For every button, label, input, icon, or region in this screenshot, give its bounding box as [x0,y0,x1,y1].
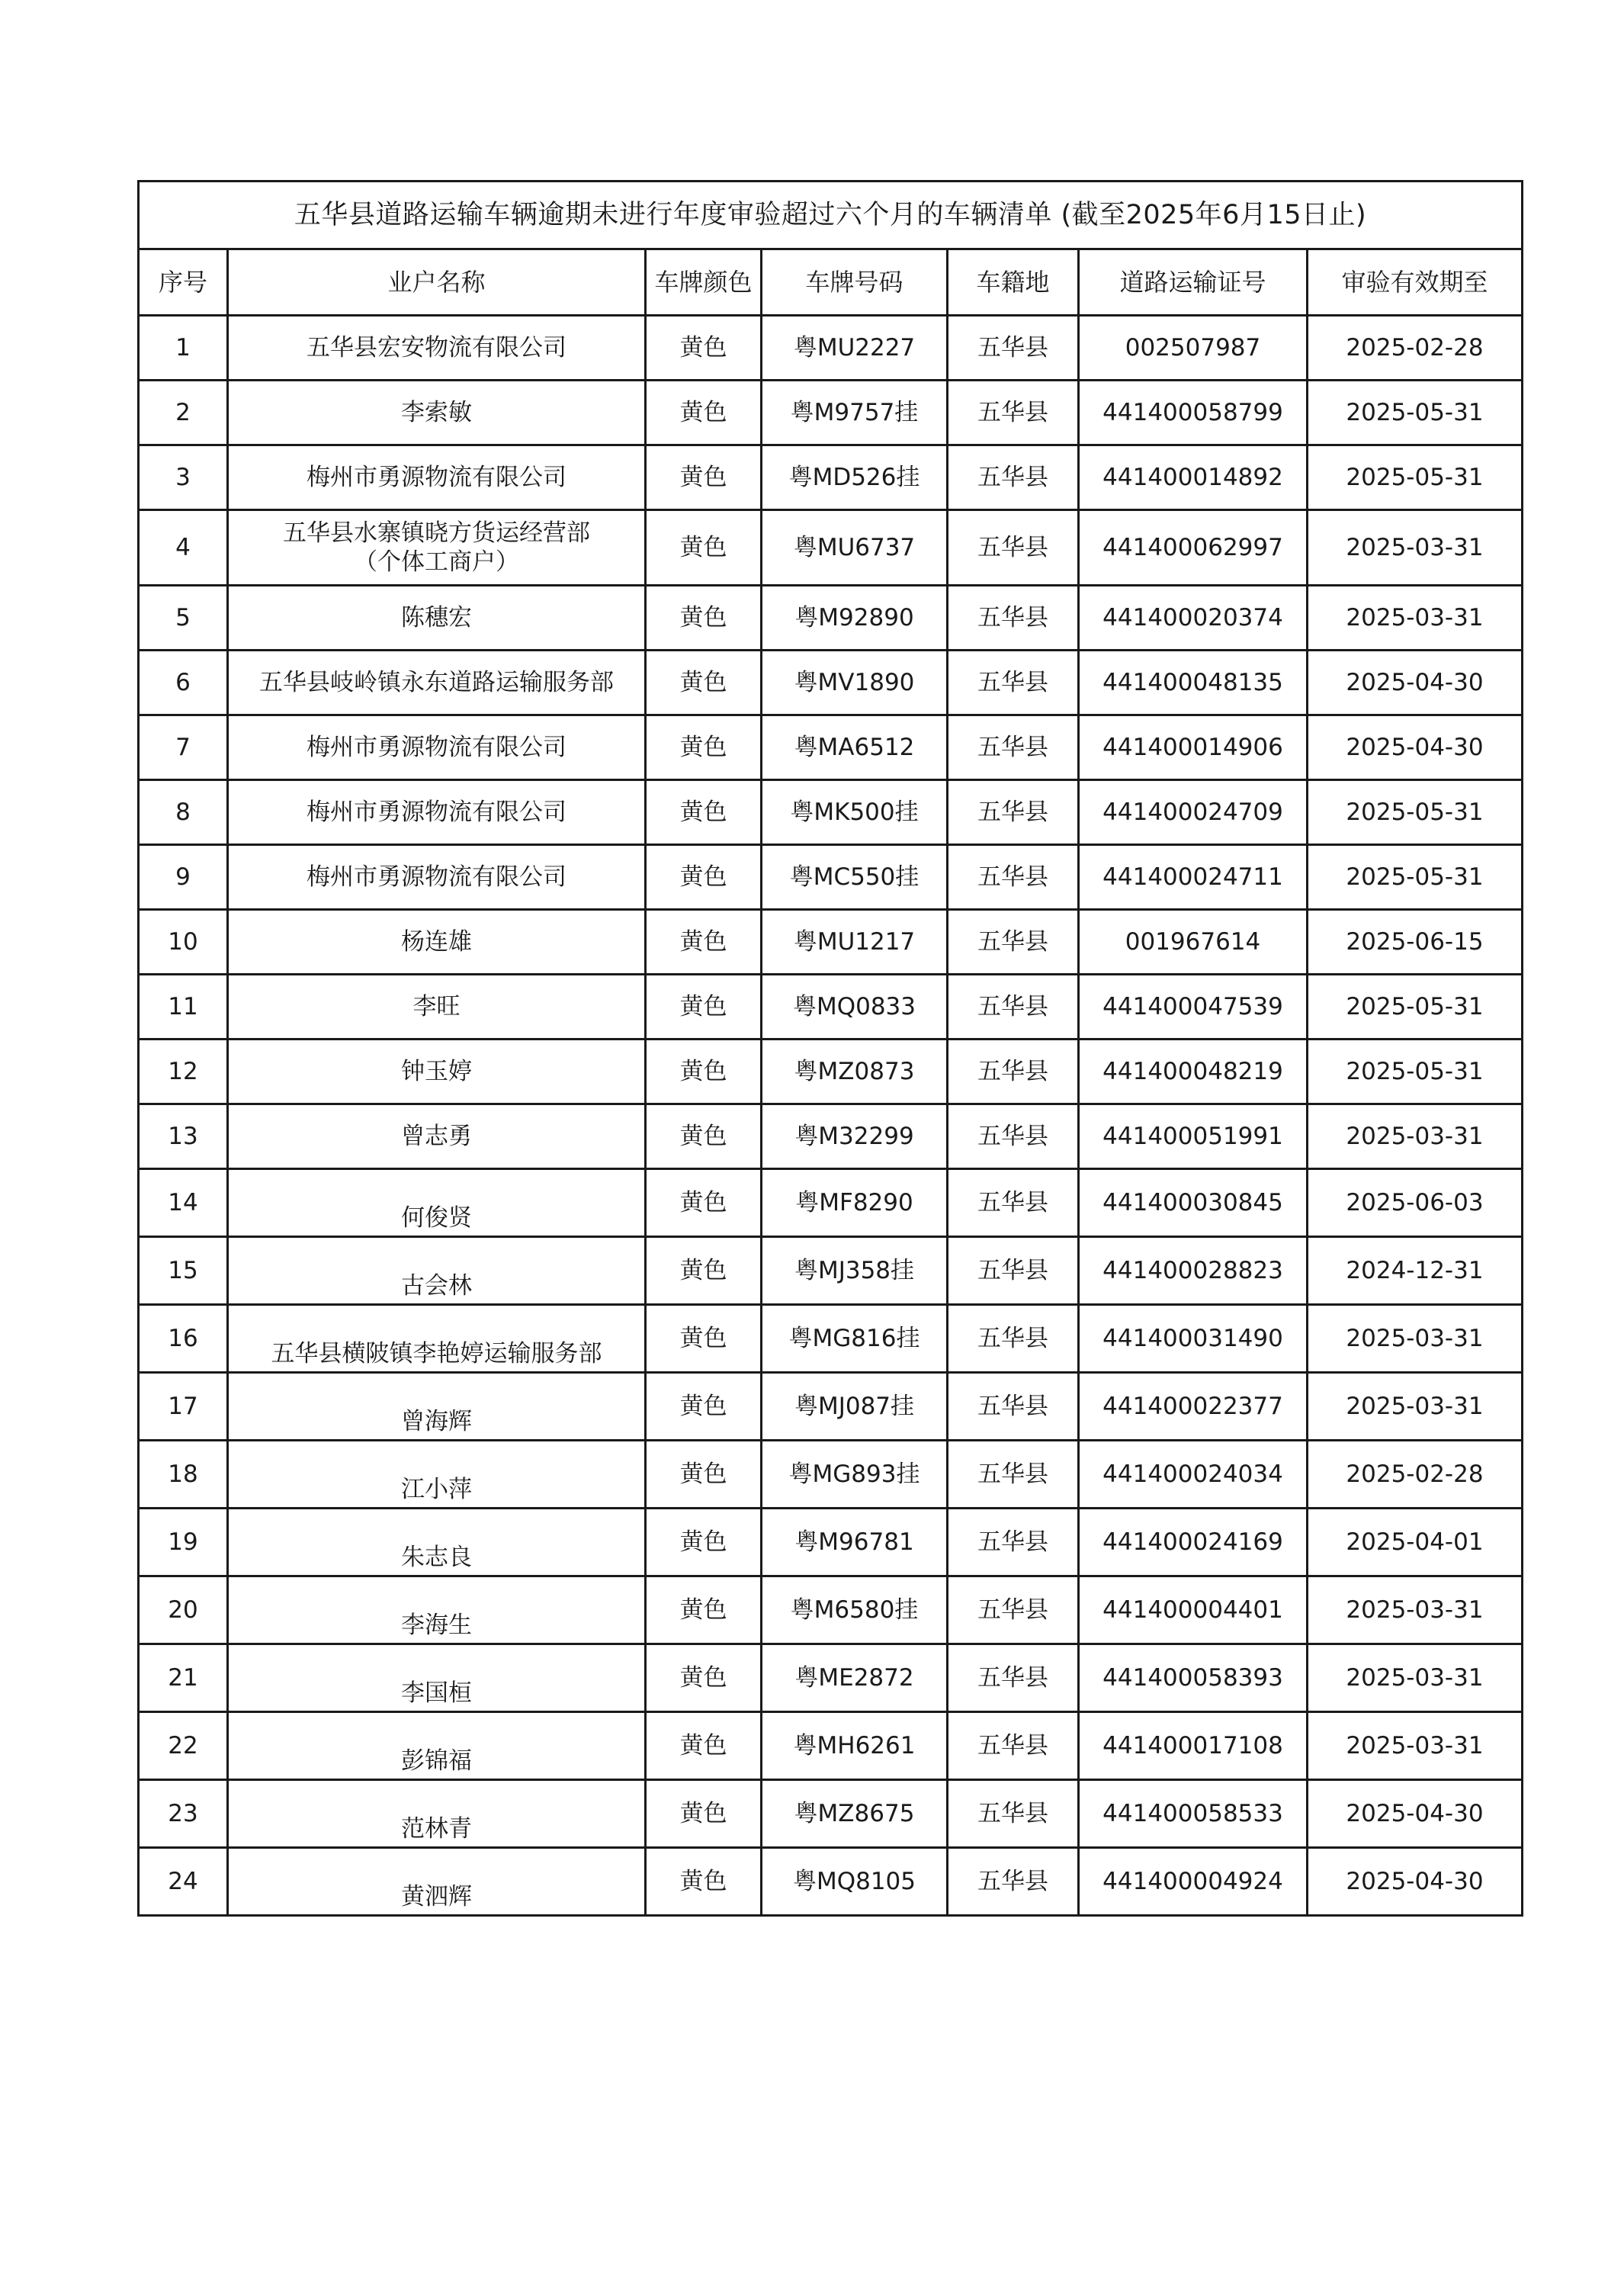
cell-plate-color: 黄色 [646,1644,762,1712]
cell-name [228,1712,646,1780]
cell-valid-until: 2025-04-30 [1308,1848,1523,1916]
vehicle-list-table [137,180,1523,1917]
cell-region: 五华县 [948,1780,1079,1848]
cell-plate-number: 粤ME2872 [762,1644,948,1712]
cell-region: 五华县 [948,1104,1079,1169]
cell-region: 五华县 [948,381,1079,445]
table-row [139,586,1523,651]
cell-name [228,586,646,651]
cell-no: 14 [139,1169,228,1237]
cell-transport-cert: 441400030845 [1079,1169,1308,1237]
cell-name [228,845,646,910]
cell-transport-cert: 441400014892 [1079,445,1308,510]
cell-name [228,910,646,975]
name-line: 曾志勇 [401,1123,472,1150]
header-row [139,249,1523,316]
cell-name [228,1237,646,1305]
cell-plate-color: 黄色 [646,1509,762,1576]
cell-region: 五华县 [948,1305,1079,1373]
table-row [139,1509,1523,1576]
cell-plate-number: 粤MZ8675 [762,1780,948,1848]
cell-region: 五华县 [948,586,1079,651]
cell-transport-cert: 441400024709 [1079,780,1308,845]
name-line: 李国桓 [401,1679,472,1707]
cell-no: 17 [139,1373,228,1441]
cell-no: 22 [139,1712,228,1780]
cell-plate-color: 黄色 [646,780,762,845]
cell-plate-color: 黄色 [646,715,762,780]
cell-transport-cert: 441400031490 [1079,1305,1308,1373]
name-line: 钟玉婷 [401,1058,472,1085]
table-row [139,1104,1523,1169]
cell-region: 五华县 [948,1644,1079,1712]
cell-no: 13 [139,1104,228,1169]
cell-valid-until: 2025-06-15 [1308,910,1523,975]
column-header-plate-color: 车牌颜色 [646,249,762,316]
name-line: 范林青 [401,1815,472,1843]
name-line: 五华县岐岭镇永东道路运输服务部 [259,669,614,696]
vehicle-list-sheet [137,180,1521,1917]
cell-region: 五华县 [948,1441,1079,1509]
cell-plate-number: 粤MZ0873 [762,1040,948,1104]
cell-plate-color: 黄色 [646,1848,762,1916]
cell-plate-number: 粤MJ358挂 [762,1237,948,1305]
cell-plate-color: 黄色 [646,510,762,586]
name-line: 曾海辉 [401,1408,472,1435]
table-row [139,1576,1523,1644]
cell-valid-until: 2025-05-31 [1308,381,1523,445]
cell-valid-until: 2025-04-01 [1308,1509,1523,1576]
cell-name [228,1644,646,1712]
cell-plate-color: 黄色 [646,586,762,651]
cell-plate-number: 粤MG893挂 [762,1441,948,1509]
name-line-secondary: （个体工商户） [354,548,519,576]
cell-name [228,1780,646,1848]
cell-name [228,780,646,845]
name-line: 江小萍 [401,1476,472,1503]
cell-no: 6 [139,651,228,715]
table-row [139,1040,1523,1104]
cell-name [228,1305,646,1373]
cell-name [228,316,646,381]
cell-region: 五华县 [948,1169,1079,1237]
cell-plate-number: 粤MF8290 [762,1169,948,1237]
cell-transport-cert: 441400004924 [1079,1848,1308,1916]
cell-name [228,975,646,1040]
cell-plate-color: 黄色 [646,1305,762,1373]
name-line: 彭锦福 [401,1747,472,1775]
cell-valid-until: 2025-04-30 [1308,715,1523,780]
cell-plate-number: 粤MU1217 [762,910,948,975]
cell-no: 16 [139,1305,228,1373]
cell-name [228,1509,646,1576]
cell-transport-cert: 441400014906 [1079,715,1308,780]
cell-region: 五华县 [948,1373,1079,1441]
cell-valid-until: 2025-03-31 [1308,1576,1523,1644]
table-row [139,1441,1523,1509]
table-row [139,975,1523,1040]
cell-valid-until: 2025-05-31 [1308,975,1523,1040]
cell-transport-cert: 441400058799 [1079,381,1308,445]
cell-plate-number: 粤MV1890 [762,651,948,715]
cell-plate-color: 黄色 [646,1104,762,1169]
cell-region: 五华县 [948,1712,1079,1780]
cell-no: 4 [139,510,228,586]
cell-transport-cert: 441400022377 [1079,1373,1308,1441]
cell-no: 10 [139,910,228,975]
cell-plate-color: 黄色 [646,1373,762,1441]
cell-plate-number: 粤MQ8105 [762,1848,948,1916]
cell-plate-number: 粤M32299 [762,1104,948,1169]
cell-no: 2 [139,381,228,445]
table-row [139,1237,1523,1305]
cell-valid-until: 2025-04-30 [1308,1780,1523,1848]
table-row [139,1644,1523,1712]
table-row [139,1712,1523,1780]
cell-plate-number: 粤M96781 [762,1509,948,1576]
cell-no: 11 [139,975,228,1040]
column-header-no: 序号 [139,249,228,316]
table-row [139,1169,1523,1237]
name-line: 李海生 [401,1612,472,1639]
title-row [139,182,1523,249]
cell-valid-until: 2025-03-31 [1308,1712,1523,1780]
cell-region: 五华县 [948,1848,1079,1916]
cell-transport-cert: 441400058533 [1079,1780,1308,1848]
cell-plate-color: 黄色 [646,1237,762,1305]
cell-plate-number: 粤MK500挂 [762,780,948,845]
cell-region: 五华县 [948,845,1079,910]
cell-name [228,1576,646,1644]
cell-plate-color: 黄色 [646,1169,762,1237]
cell-transport-cert: 441400048219 [1079,1040,1308,1104]
column-header-transport-cert: 道路运输证号 [1079,249,1308,316]
cell-no: 18 [139,1441,228,1509]
name-line: 五华县水寨镇晓方货运经营部 [283,519,590,547]
name-line: 五华县横陂镇李艳婷运输服务部 [271,1340,602,1367]
name-line: 梅州市勇源物流有限公司 [307,734,566,761]
cell-transport-cert: 441400017108 [1079,1712,1308,1780]
cell-plate-number: 粤MG816挂 [762,1305,948,1373]
cell-no: 19 [139,1509,228,1576]
table-row [139,1780,1523,1848]
cell-valid-until: 2025-05-31 [1308,845,1523,910]
cell-name [228,1169,646,1237]
name-line: 李旺 [412,993,461,1020]
cell-region: 五华县 [948,510,1079,586]
cell-plate-number: 粤MC550挂 [762,845,948,910]
cell-transport-cert: 441400047539 [1079,975,1308,1040]
table-row [139,445,1523,510]
table-row [139,381,1523,445]
cell-valid-until: 2025-03-31 [1308,586,1523,651]
table-row [139,910,1523,975]
cell-transport-cert: 441400051991 [1079,1104,1308,1169]
name-line: 梅州市勇源物流有限公司 [307,464,566,491]
cell-region: 五华县 [948,1040,1079,1104]
cell-plate-number: 粤M92890 [762,586,948,651]
name-line: 何俊贤 [401,1204,472,1232]
cell-valid-until: 2025-05-31 [1308,780,1523,845]
table-body [139,316,1523,1916]
cell-plate-number: 粤M9757挂 [762,381,948,445]
cell-plate-number: 粤MH6261 [762,1712,948,1780]
column-header-name: 业户名称 [228,249,646,316]
cell-plate-color: 黄色 [646,910,762,975]
cell-plate-number: 粤MD526挂 [762,445,948,510]
cell-transport-cert: 441400024169 [1079,1509,1308,1576]
cell-plate-color: 黄色 [646,1576,762,1644]
cell-transport-cert: 441400024711 [1079,845,1308,910]
name-line: 杨连雄 [401,928,472,956]
table-row [139,845,1523,910]
cell-no: 1 [139,316,228,381]
cell-name [228,1441,646,1509]
cell-region: 五华县 [948,1237,1079,1305]
cell-plate-number: 粤MA6512 [762,715,948,780]
cell-plate-color: 黄色 [646,445,762,510]
cell-no: 7 [139,715,228,780]
cell-no: 5 [139,586,228,651]
column-header-region: 车籍地 [948,249,1079,316]
cell-valid-until: 2025-03-31 [1308,510,1523,586]
cell-plate-color: 黄色 [646,1712,762,1780]
cell-name [228,715,646,780]
cell-plate-color: 黄色 [646,381,762,445]
cell-region: 五华县 [948,1509,1079,1576]
cell-transport-cert: 441400028823 [1079,1237,1308,1305]
name-line: 李索敏 [401,399,472,426]
cell-region: 五华县 [948,715,1079,780]
name-line: 古会林 [401,1272,472,1300]
cell-no: 21 [139,1644,228,1712]
cell-no: 8 [139,780,228,845]
cell-transport-cert: 441400062997 [1079,510,1308,586]
table-row [139,651,1523,715]
cell-name [228,381,646,445]
document-title: 五华县道路运输车辆逾期未进行年度审验超过六个月的车辆清单 (截至2025年6月15日止) [139,182,1523,249]
cell-region: 五华县 [948,316,1079,381]
cell-valid-until: 2025-03-31 [1308,1373,1523,1441]
cell-valid-until: 2024-12-31 [1308,1237,1523,1305]
cell-valid-until: 2025-03-31 [1308,1305,1523,1373]
cell-transport-cert: 002507987 [1079,316,1308,381]
cell-plate-color: 黄色 [646,1441,762,1509]
cell-valid-until: 2025-02-28 [1308,316,1523,381]
name-line: 梅州市勇源物流有限公司 [307,799,566,826]
cell-valid-until: 2025-03-31 [1308,1104,1523,1169]
cell-transport-cert: 441400024034 [1079,1441,1308,1509]
cell-transport-cert: 441400058393 [1079,1644,1308,1712]
cell-transport-cert: 441400048135 [1079,651,1308,715]
cell-no: 23 [139,1780,228,1848]
cell-name [228,445,646,510]
cell-valid-until: 2025-05-31 [1308,1040,1523,1104]
table-row [139,316,1523,381]
table-row [139,1305,1523,1373]
cell-no: 24 [139,1848,228,1916]
cell-plate-number: 粤M6580挂 [762,1576,948,1644]
name-line: 梅州市勇源物流有限公司 [307,863,566,891]
cell-no: 9 [139,845,228,910]
cell-plate-number: 粤MQ0833 [762,975,948,1040]
table-row [139,715,1523,780]
cell-name [228,1104,646,1169]
cell-no: 20 [139,1576,228,1644]
name-line: 黄泗辉 [401,1883,472,1910]
table-row [139,1848,1523,1916]
cell-name [228,1040,646,1104]
cell-valid-until: 2025-04-30 [1308,651,1523,715]
table-row [139,510,1523,586]
cell-plate-color: 黄色 [646,1780,762,1848]
cell-plate-color: 黄色 [646,651,762,715]
column-header-plate-number: 车牌号码 [762,249,948,316]
name-line: 朱志良 [401,1544,472,1571]
name-line: 陈穗宏 [401,604,472,631]
column-header-valid-until: 审验有效期至 [1308,249,1523,316]
cell-region: 五华县 [948,1576,1079,1644]
cell-region: 五华县 [948,445,1079,510]
cell-transport-cert: 441400004401 [1079,1576,1308,1644]
cell-valid-until: 2025-03-31 [1308,1644,1523,1712]
cell-plate-color: 黄色 [646,845,762,910]
table-row [139,1373,1523,1441]
cell-region: 五华县 [948,651,1079,715]
cell-plate-color: 黄色 [646,975,762,1040]
cell-no: 15 [139,1237,228,1305]
name-line: 五华县宏安物流有限公司 [307,334,566,362]
cell-plate-number: 粤MJ087挂 [762,1373,948,1441]
cell-plate-number: 粤MU2227 [762,316,948,381]
cell-transport-cert: 441400020374 [1079,586,1308,651]
cell-name [228,1848,646,1916]
table-row [139,780,1523,845]
cell-transport-cert: 001967614 [1079,910,1308,975]
cell-plate-color: 黄色 [646,316,762,381]
cell-plate-color: 黄色 [646,1040,762,1104]
cell-name [228,510,646,586]
cell-region: 五华县 [948,910,1079,975]
cell-region: 五华县 [948,780,1079,845]
cell-region: 五华县 [948,975,1079,1040]
cell-valid-until: 2025-06-03 [1308,1169,1523,1237]
cell-valid-until: 2025-05-31 [1308,445,1523,510]
cell-name [228,651,646,715]
cell-name [228,1373,646,1441]
cell-no: 12 [139,1040,228,1104]
cell-no: 3 [139,445,228,510]
cell-plate-number: 粤MU6737 [762,510,948,586]
cell-valid-until: 2025-02-28 [1308,1441,1523,1509]
